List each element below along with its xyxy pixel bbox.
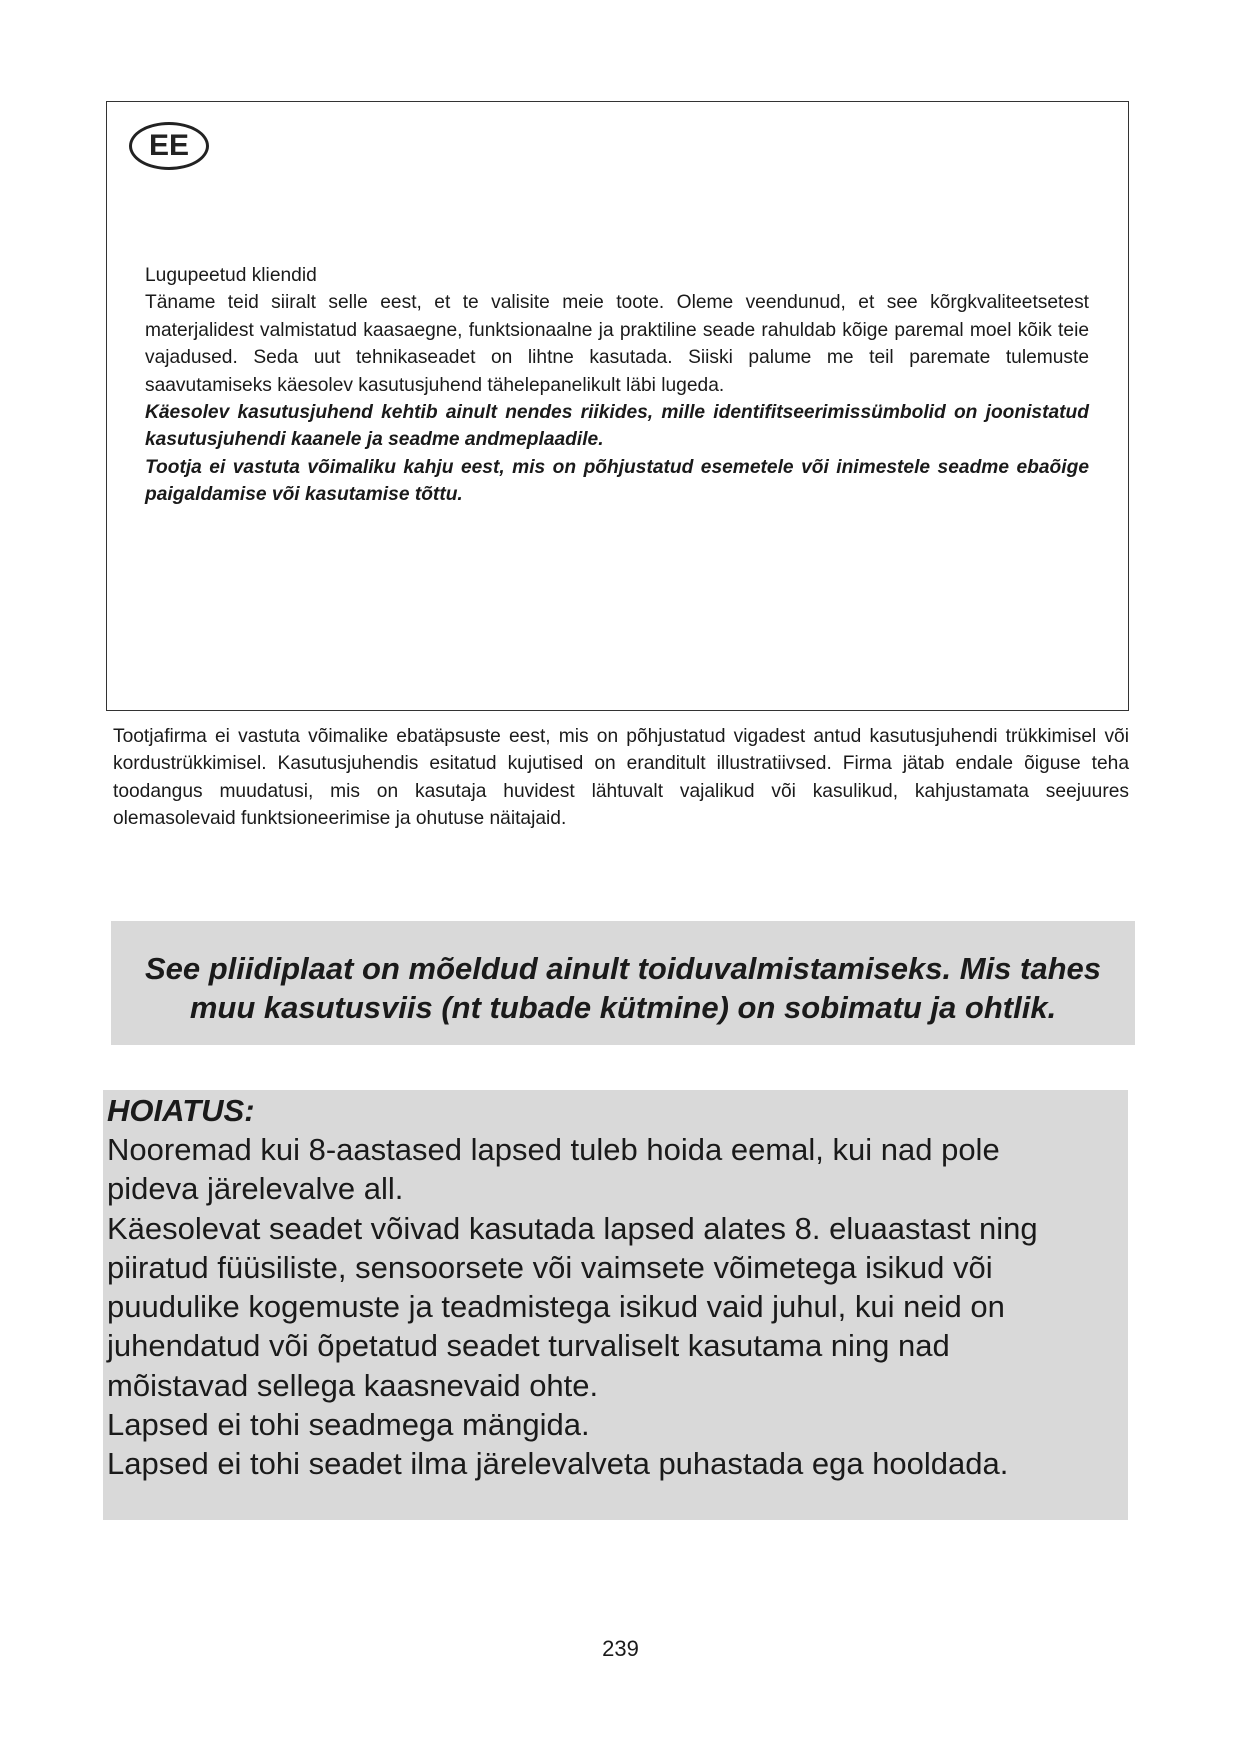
liability-note: Tootja ei vastuta võimaliku kahju eest, mis on põhjustatud esemetele või inimestele seadme ebaõige paigaldamise või kasutamise tõttu. [145, 456, 1089, 506]
warning-line: Nooremad kui 8-aastased lapsed tuleb hoida eemal, kui nad pole [107, 1132, 1000, 1167]
intro-body: Täname teid siiralt selle eest, et te valisite meie toote. Oleme veendunud, et see kõrgkvaliteetsetest materjalidest valmistatud kaasaegne, funktsionaalne ja praktiline seade rahuldab kõige paremal moel kõik teie vajadused. Seda uut tehnikaseadet on lihtne kasutada. Siiski palume me teil paremate tulemuste saavutamiseks käesolev kasutusjuhend tähelepanelikult läbi lugeda. [145, 292, 1089, 396]
warning-line: mõistavad sellega kaasnevaid ohte. [107, 1367, 599, 1403]
country-code-badge: EE [129, 122, 209, 170]
page-number: 239 [602, 1636, 639, 1661]
usage-banner-line-2: muu kasutusviis (nt tubade kütmine) on sobimatu ja ohtlik. [189, 990, 1057, 1025]
manufacturer-disclaimer: Tootjafirma ei vastuta võimalike ebatäpsuste eest, mis on põhjustatud vigadest antud kasutusjuhendi trükkimisel või kordustrükkimisel. Kasutusjuhendis esitatud kujutised on eranditult illustratiivsed. Firma jätab endale õiguse teha toodangus muudatusi, mis on kasutaja huvidest lähtuvalt vajalikud või kasulikud, kahjustamata seejuures olemasolevaid funktsioneerimise ja ohutuse näitajaid. [113, 726, 1129, 830]
intro-greeting: Lugupeetud kliendid [145, 265, 317, 286]
usage-banner [111, 921, 1135, 1045]
warning-line: piiratud füüsiliste, sensoorsete või vaimsete võimetega isikud või [107, 1249, 993, 1285]
intro-box [106, 101, 1129, 711]
validity-note: Käesolev kasutusjuhend kehtib ainult nendes riikides, mille identifitseerimissümbolid on joonistatud kasutusjuhendi kaanele ja seadme andmeplaadile. [145, 402, 1089, 451]
warning-line: Käesolevat seadet võivad kasutada lapsed alates 8. eluaastast ning [107, 1210, 1038, 1246]
warning-line: puudulike kogemuste ja teadmistega isikud vaid juhul, kui neid on [107, 1289, 1005, 1325]
warning-line: pideva järelevalve all. [107, 1171, 404, 1207]
warning-line: Lapsed ei tohi seadmega mängida. [107, 1407, 590, 1443]
warning-box [103, 1090, 1128, 1520]
warning-line: juhendatud või õpetatud seadet turvaliselt kasutama ning nad [107, 1328, 950, 1364]
warning-line: Lapsed ei tohi seadet ilma järelevalveta puhastada ega hooldada. [107, 1446, 1009, 1482]
usage-banner-line-1: See pliidiplaat on mõeldud ainult toiduvalmistamiseks. Mis tahes [144, 951, 1102, 986]
intro-text [145, 262, 1089, 509]
warning-title: HOIATUS: [107, 1093, 255, 1128]
